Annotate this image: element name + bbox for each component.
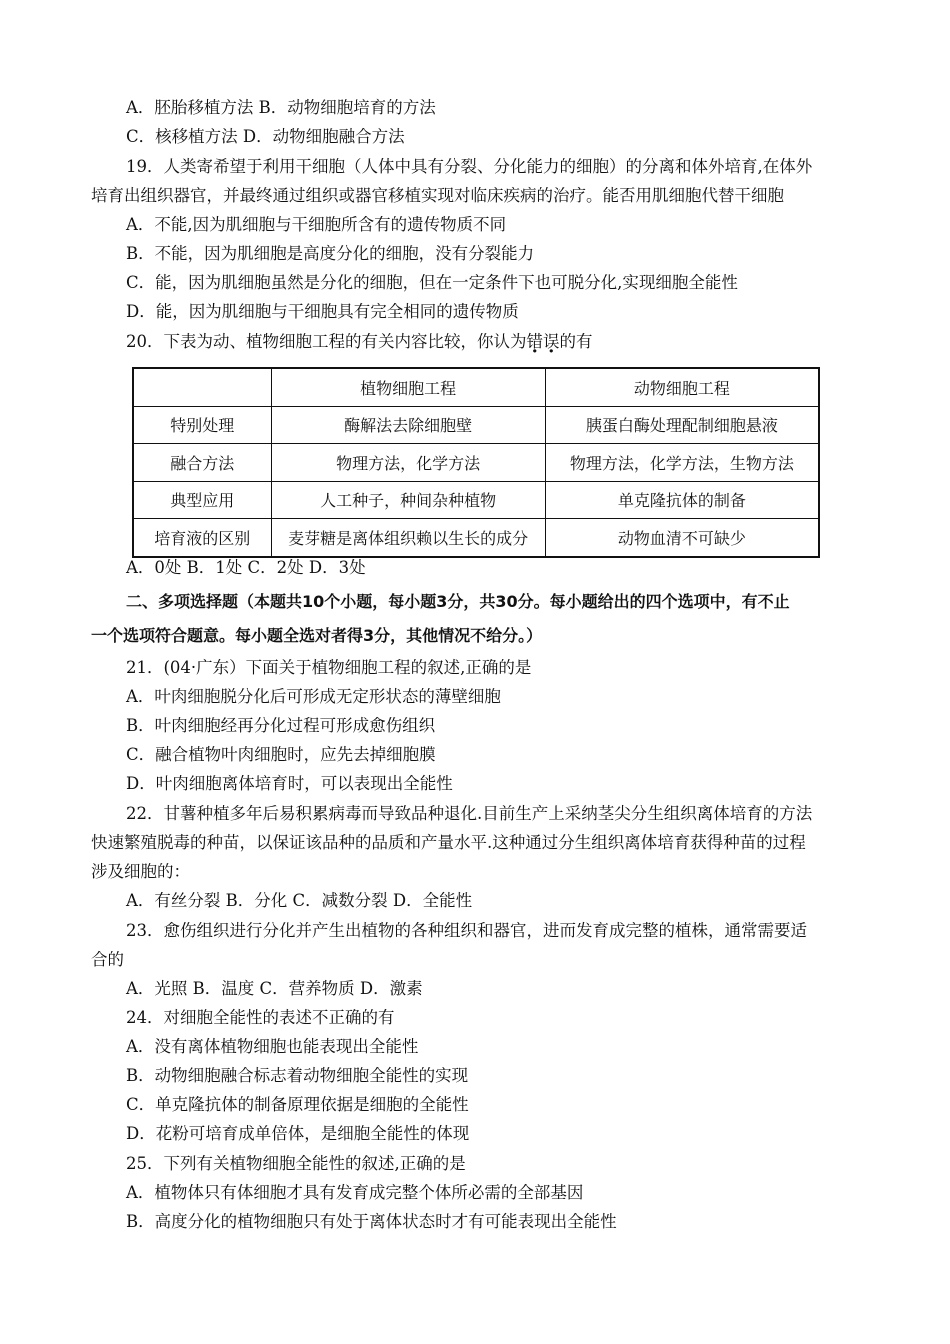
q21-option-c: C．融合植物叶肉细胞时，应先去掉细胞膜 xyxy=(126,745,436,764)
q19-stem-line1: 19．人类寄希望于利用干细胞（人体中具有分裂、分化能力的细胞）的分离和体外培育,在体外 xyxy=(126,157,813,176)
q22-stem-line1: 22．甘薯种植多年后易积累病毒而导致品种退化.目前生产上采纳茎尖分生组织离体培育的方法 xyxy=(126,804,813,823)
table-cell: 胰蛋白酶处理配制细胞悬液 xyxy=(545,406,819,444)
q20-emphasis-char-2: 误 xyxy=(543,332,560,351)
q18-options-line2: C．核移植方法 D．动物细胞融合方法 xyxy=(126,127,405,146)
table-row xyxy=(133,481,819,519)
q24-stem: 24．对细胞全能性的表述不正确的有 xyxy=(126,1008,395,1027)
q19-option-b: B．不能，因为肌细胞是高度分化的细胞，没有分裂能力 xyxy=(126,244,535,263)
q20-stem xyxy=(126,331,593,353)
table-header-cell xyxy=(133,368,271,406)
q24-option-c: C．单克隆抗体的制备原理依据是细胞的全能性 xyxy=(126,1095,469,1114)
q21-option-d: D．叶肉细胞离体培育时，可以表现出全能性 xyxy=(126,774,453,793)
q24-option-b: B．动物细胞融合标志着动物细胞全能性的实现 xyxy=(126,1066,469,1085)
table-header-cell: 动物细胞工程 xyxy=(545,368,819,406)
table-row xyxy=(133,406,819,444)
q24-option-a: A．没有离体植物细胞也能表现出全能性 xyxy=(126,1037,419,1056)
table-cell: 酶解法去除细胞壁 xyxy=(271,406,545,444)
q20-options: A．0处 B．1处 C．2处 D．3处 xyxy=(126,558,366,577)
q21-option-b: B．叶肉细胞经再分化过程可形成愈伤组织 xyxy=(126,716,436,735)
q22-options: A．有丝分裂 B．分化 C．减数分裂 D．全能性 xyxy=(126,891,473,910)
q22-stem-line3: 涉及细胞的： xyxy=(91,862,190,881)
table-cell: 典型应用 xyxy=(133,481,271,519)
q20-stem-suffix: 的有 xyxy=(559,332,593,351)
table-cell: 培育液的区别 xyxy=(133,519,271,557)
q23-options: A．光照 B．温度 C．营养物质 D．激素 xyxy=(126,979,423,998)
q19-option-c: C．能，因为肌细胞虽然是分化的细胞，但在一定条件下也可脱分化,实现细胞全能性 xyxy=(126,273,738,292)
q23-stem-line2: 合的 xyxy=(91,950,124,969)
table-cell: 人工种子，种间杂种植物 xyxy=(271,481,545,519)
q25-option-a: A．植物体只有体细胞才具有发育成完整个体所必需的全部基因 xyxy=(126,1183,584,1202)
table-cell: 麦芽糖是离体组织赖以生长的成分 xyxy=(271,519,545,557)
section2-heading-line2: 一个选项符合题意。每小题全选对者得3分，其他情况不给分。） xyxy=(91,626,543,645)
q23-stem-line1: 23．愈伤组织进行分化并产生出植物的各种组织和器官，进而发育成完整的植株，通常需要适 xyxy=(126,921,807,940)
q19-stem-line2: 培育出组织器官，并最终通过组织或器官移植实现对临床疾病的治疗。能否用肌细胞代替干细胞 xyxy=(91,186,784,205)
q18-options-line1: A．胚胎移植方法 B．动物细胞培育的方法 xyxy=(126,98,436,117)
table-cell: 融合方法 xyxy=(133,444,271,482)
q19-option-a: A．不能,因为肌细胞与干细胞所含有的遗传物质不同 xyxy=(126,215,507,234)
table-header-cell: 植物细胞工程 xyxy=(271,368,545,406)
q22-stem-line2: 快速繁殖脱毒的种苗，以保证该品种的品质和产量水平.这种通过分生组织离体培育获得种苗的过程 xyxy=(91,833,806,852)
comparison-table xyxy=(132,367,820,558)
q19-option-d: D．能，因为肌细胞与干细胞具有完全相同的遗传物质 xyxy=(126,302,519,321)
q25-stem: 25．下列有关植物细胞全能性的叙述,正确的是 xyxy=(126,1154,466,1173)
q21-option-a: A．叶肉细胞脱分化后可形成无定形状态的薄壁细胞 xyxy=(126,687,501,706)
q20-stem-prefix: 20．下表为动、植物细胞工程的有关内容比较，你认为 xyxy=(126,332,527,351)
section2-heading-line1: 二、多项选择题（本题共10个小题，每小题3分，共30分。每小题给出的四个选项中，有不止 xyxy=(126,592,790,611)
q24-option-d: D．花粉可培育成单倍体，是细胞全能性的体现 xyxy=(126,1124,470,1143)
q21-stem: 21．(04·广东）下面关于植物细胞工程的叙述,正确的是 xyxy=(126,658,532,677)
q25-option-b: B．高度分化的植物细胞只有处于离体状态时才有可能表现出全能性 xyxy=(126,1212,617,1231)
q20-emphasis-char-1: 错 xyxy=(526,332,543,351)
table-cell: 特别处理 xyxy=(133,406,271,444)
table-cell: 物理方法，化学方法，生物方法 xyxy=(545,444,819,482)
table-cell: 单克隆抗体的制备 xyxy=(545,481,819,519)
table-row xyxy=(133,519,819,557)
table-header-row xyxy=(133,368,819,406)
table-cell: 物理方法，化学方法 xyxy=(271,444,545,482)
table-row xyxy=(133,444,819,482)
table-cell: 动物血清不可缺少 xyxy=(545,519,819,557)
